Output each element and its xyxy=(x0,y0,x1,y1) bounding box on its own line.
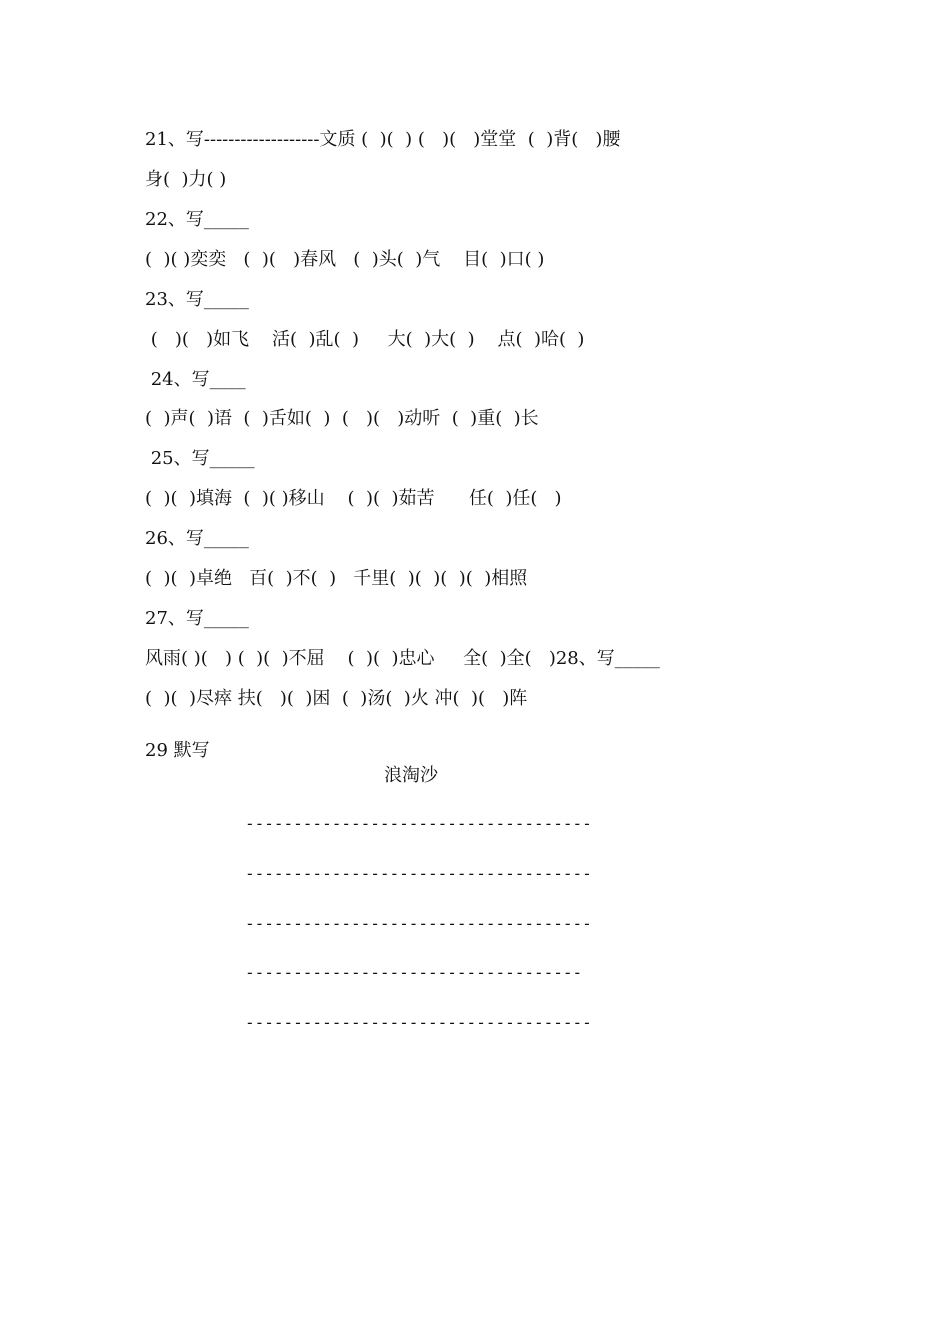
question-29-heading: 29 默写 xyxy=(145,740,210,761)
question-21-items: 身( )力( ) xyxy=(145,169,227,190)
question-27-heading: 27、写_____ xyxy=(145,608,249,629)
answer-blank-line: ------------------------------------ xyxy=(245,914,592,933)
question-26-items: ( )( )卓绝 百( )不( ) 千里( )( )( )( )相照 xyxy=(145,568,528,589)
question-23-heading: 23、写_____ xyxy=(145,289,249,310)
poem-title: 浪淘沙 xyxy=(384,765,438,786)
question-22-heading: 22、写_____ xyxy=(145,209,249,230)
question-23-items: ( )( )如飞 活( )乱( ) 大( )大( ) 点( )哈( ) xyxy=(145,329,585,350)
question-22-items: ( )( )奕奕 ( )( )春风 ( )头( )气 目( )口( ) xyxy=(145,249,545,270)
answer-blank-line: ----------------------------------- xyxy=(245,963,583,982)
question-25-items: ( )( )填海 ( )( )移山 ( )( )茹苦 任( )任( ) xyxy=(145,488,562,509)
question-26-heading: 26、写_____ xyxy=(145,528,249,549)
question-24-items: ( )声( )语 ( )舌如( ) ( )( )动听 ( )重( )长 xyxy=(145,408,539,429)
answer-blank-line: ------------------------------------ xyxy=(245,864,592,883)
answer-blank-line: ------------------------------------ xyxy=(245,1013,592,1032)
question-24-heading: 24、写____ xyxy=(145,369,246,390)
question-21-heading: 21、写-------------------文质 ( )( ) ( )( )堂堂 ( )背( )腰 xyxy=(145,129,621,150)
question-25-heading: 25、写_____ xyxy=(145,448,255,469)
question-28-items: ( )( )尽瘁 扶( )( )困 ( )汤( )火 冲( )( )阵 xyxy=(145,688,528,709)
answer-blank-line: ------------------------------------ xyxy=(245,814,592,833)
question-27-items: 风雨( )( ) ( )( )不屈 ( )( )忠心 全( )全( )28、写_____ xyxy=(145,648,660,669)
